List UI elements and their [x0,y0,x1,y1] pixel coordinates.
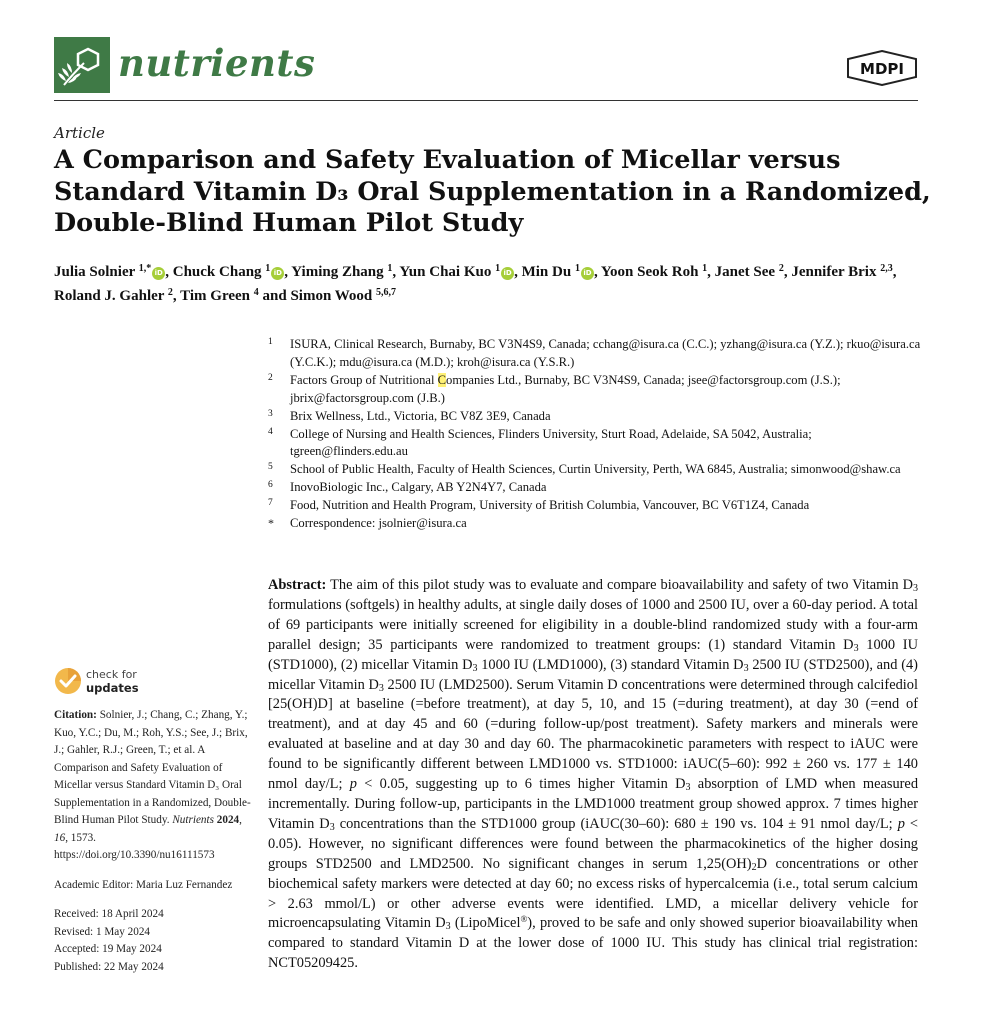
citation-block: Citation: Solnier, J.; Chang, C.; Zhang, Y.; Kuo, Y.C.; Du, M.; Roh, Y.S.; See, J.; Brix, J.; Gahler, R.J.; Green, T.; et al. A Comparison and Safety Evaluation of Micellar versus Standard Vitamin D₃ Oral Supplementation in a Randomized, Double-Blind Human Pilot Study. Nutrients 2024, 16, 1573. https://doi.org/10.3390/nu16111573 [54,709,251,861]
affiliation-number: 5 [268,462,273,473]
author-affiliation-sup: 1 [574,263,580,274]
author-affiliation-sup: 2 [167,287,173,298]
abstract-text: 2500 IU (LMD2500). Serum Vitamin D concentrations were determined through calcifediol [25(OH)D] at baseline (=before treatment), at day 5, 10, and 15 (=during treatment), at day 30 (=end of treatment), and at day 45 and 60 (=during follow-up/post treatment). Safety markers and minerals were evaluated at baseline and at day 30 and day 60. The pharmacokinetic parameters with respect to iAUC were found to be significantly different between LMD1000 vs. STD1000: iAUC(5–60): 992 ± 260 vs. 177 ± 140 nmol day/L; [268,676,918,793]
author-name[interactable]: Julia Solnier [54,264,139,280]
author-name[interactable]: Yoon Seok Roh [600,264,703,280]
received-date: Received: 18 April 2024 [54,908,164,920]
revised-date: Revised: 1 May 2024 [54,925,151,938]
author-affiliation-sup: 1 [387,263,393,274]
abstract-text: 1000 IU (STD1000), (2) micellar Vitamin D [268,636,918,673]
accepted-date: Accepted: 19 May 2024 [54,943,162,955]
highlighted-text: C [437,372,447,387]
author-name[interactable]: Jennifer Brix [791,264,881,280]
affiliation-number: 3 [268,408,273,419]
abstract-text: concentrations than the STD1000 group (iAUC(30–60): 680 ± 190 vs. 104 ± 91 nmol day/L; [334,815,898,832]
author-affiliation-sup: 1 [265,263,271,274]
author-affiliation-sup: 4 [253,287,259,298]
abstract-text: 2500 IU (STD2500), and (4) micellar Vitamin D [268,656,918,693]
orcid-icon[interactable]: iD [501,267,514,280]
author-name[interactable]: Min Du [521,264,575,280]
author-affiliation-sup: 5,6,7 [376,287,397,298]
published-date: Published: 22 May 2024 [54,960,164,973]
affiliation-text: Brix Wellness, Ltd., Victoria, BC V8Z 3E9, Canada [290,408,551,423]
affiliation-item [268,461,928,479]
citation-pages: 1573. [70,831,96,844]
orcid-icon[interactable]: iD [271,267,284,280]
affiliation-text: ISURA, Clinical Research, Burnaby, BC V3N4S9, Canada; cchang@isura.ca (C.C.); yzhang@isura.ca (Y.Z.); rkuo@isura.ca (Y.C.K.); mdu@isura.ca (M.D.); kroh@isura.ca (Y.S.R.) [290,337,921,369]
affiliation-item [268,497,928,515]
subscript: 3 [853,642,859,654]
subscript: 3 [445,921,451,933]
affiliation-item [268,408,928,426]
subscript: 3 [685,782,691,794]
academic-editor [54,877,254,895]
affiliation-text: College of Nursing and Health Sciences, Flinders University, Sturt Road, Adelaide, SA 5042, Australia; tgreen@flinders.edu.au [290,426,812,459]
citation-label: Citation: [54,709,97,721]
citation-doi-link[interactable]: https://doi.org/10.3390/nu16111573 [54,849,215,861]
check-updates-label: check for [86,668,137,681]
author-name[interactable]: Simon Wood [290,288,377,304]
subscript: 3 [913,583,918,594]
affiliation-text: Food, Nutrition and Health Program, University of British Columbia, Vancouver, BC V6T1Z4, Canada [290,498,810,513]
citation-text: Solnier, J.; Chang, C.; Zhang, Y.; Kuo, Y.C.; Du, M.; Roh, Y.S.; See, J.; Brix, J.; Gahler, R.J.; Green, T.; et al. A Comparison and Safety Evaluation of Micellar versus Standard Vitamin D₃ Oral Supplementation in a Randomized, Double-Blind Human Pilot Study. [54,709,251,826]
citation-year: 2024 [216,814,240,826]
check-for-updates-badge[interactable] [54,667,184,701]
abstract-label: Abstract: [268,577,327,593]
author-name[interactable]: Tim Green [180,288,254,304]
article-title: A Comparison and Safety Evaluation of Micellar versus Standard Vitamin D₃ Oral Supplementation in a Randomized, Double-Blind Human Pilot Study [54,145,931,238]
author-affiliation-sup: 1 [495,263,501,274]
subscript: 3 [329,821,335,833]
citation-volume: 16 [54,831,66,844]
author-affiliation-sup: 2,3 [880,263,893,274]
mdpi-logo-text: MDPI [860,60,904,78]
orcid-icon[interactable]: iD [152,267,165,280]
author-list: Julia Solnier $^{1,*}$ iD , Chuck Chang $^1$ iD , Yiming Zhang $^1$, Yun Chai Kuo $^1$ iD , Min Du $^1$ iD , Yoon Seok Roh $^1$, Janet See $^2$, Jennifer Brix $^{2,3}$, Roland J. Gahler $^2$, Tim Green $^4$ and Simon Wood $^{5,6,7}$ [54,263,897,304]
affiliation-number: 4 [268,426,273,437]
abstract-text: formulations (softgels) in healthy adults, at single daily doses of 1000 and 2500 IU, over a 60-day period. A total of 69 participants were initially screened for eligibility in a double-blind randomized study with a four-arm parallel design; 35 participants were randomized to treatment groups: (1) standard Vitamin D [268,596,918,653]
abstract-text: D concentrations or other biochemical safety markers were detected at day 60; no excess risks of hypercalcemia (i.e., total serum calcium > 2.63 mmol/L) or other adverse events were identified. LMD, a micellar delivery vehicle for microencapsulating Vitamin D [268,855,918,932]
affiliation-list [268,336,928,533]
journal-logo [54,37,110,93]
affiliation-number: 2 [268,372,273,383]
author-name[interactable]: Chuck Chang [172,264,266,280]
author-name[interactable]: Yun Chai Kuo [399,264,496,280]
author-affiliation-sup: 2 [778,263,784,274]
editor-name: Maria Luz Fernandez [136,878,233,891]
author-name[interactable]: Yiming Zhang [291,264,388,280]
author-affiliation-sup: 1,* [138,263,152,274]
affiliation-number: 6 [268,480,273,491]
affiliation-item [268,336,928,372]
abstract-text: (LipoMicel [450,915,521,932]
abstract [268,576,918,974]
citation-journal: Nutrients [172,814,214,826]
subscript: 2 [751,861,757,873]
affiliation-number: 1 [268,337,273,347]
affiliation-item [268,372,928,408]
header-rule [54,100,918,101]
abstract-italic: p [349,776,357,793]
abstract-text: < 0.05). However, no significant differences were found between the pharmacokinetics of the higher dosing groups STD2500 and LMD2500. No significant changes in serum 1,25(OH) [268,815,919,872]
registered-mark: ® [520,914,528,925]
author-affiliation-sup: 1 [702,263,708,274]
leaf-hexagon-icon [54,37,110,93]
article-type: Article [54,124,105,142]
correspondence-item [268,515,928,533]
abstract-text: 1000 IU (LMD1000), (3) standard Vitamin D [477,656,744,673]
affiliation-item [268,479,928,497]
orcid-icon[interactable]: iD [581,267,594,280]
abstract-text: The aim of this pilot study was to evaluate and compare bioavailability and safety of two Vitamin D [326,577,913,593]
correspondence-mark: * [268,516,274,531]
check-updates-label-bold: updates [86,681,139,695]
sidebar-citation [54,707,254,976]
abstract-italic: p [897,815,905,832]
affiliation-item [268,426,928,462]
abstract-text: absorption of LMD when measured incrementally. During follow-up, participants in the LMD1000 treatment group showed approx. 7 times higher Vitamin D [268,776,919,832]
affiliation-text: InovoBiologic Inc., Calgary, AB Y2N4Y7, Canada [290,480,547,495]
affiliation-text: School of Public Health, Faculty of Health Sciences, Curtin University, Perth, WA 6845, Australia; simonwood@shaw.ca [290,462,901,477]
mdpi-logo [846,50,918,86]
author-name[interactable]: Roland J. Gahler [54,288,168,304]
abstract-text: ), proved to be safe and only showed superior bioavailability when compared to standard Vitamin D at the lower dose of 1000 IU. This study has clinical trial registration: NCT05209425. [268,915,918,972]
author-name[interactable]: Janet See [714,264,779,280]
affiliation-text: ompanies Ltd., Burnaby, BC V3N4S9, Canada; jsee@factorsgroup.com (J.S.); jbrix@factorsgroup.com (J.B.) [290,372,841,405]
journal-name: nutrients [118,41,316,85]
subscript: 3 [743,662,749,674]
correspondence-text: Correspondence: jsolnier@isura.ca [290,516,467,531]
affiliation-text: Factors Group of Nutritional [290,372,438,387]
subscript: 3 [378,682,384,694]
abstract-text: < 0.05, suggesting up to 6 times higher Vitamin D [356,776,686,793]
affiliation-number: 7 [268,498,273,509]
subscript: 3 [472,662,478,674]
check-updates-icon [54,667,82,695]
editor-label: Academic Editor: [54,878,134,891]
